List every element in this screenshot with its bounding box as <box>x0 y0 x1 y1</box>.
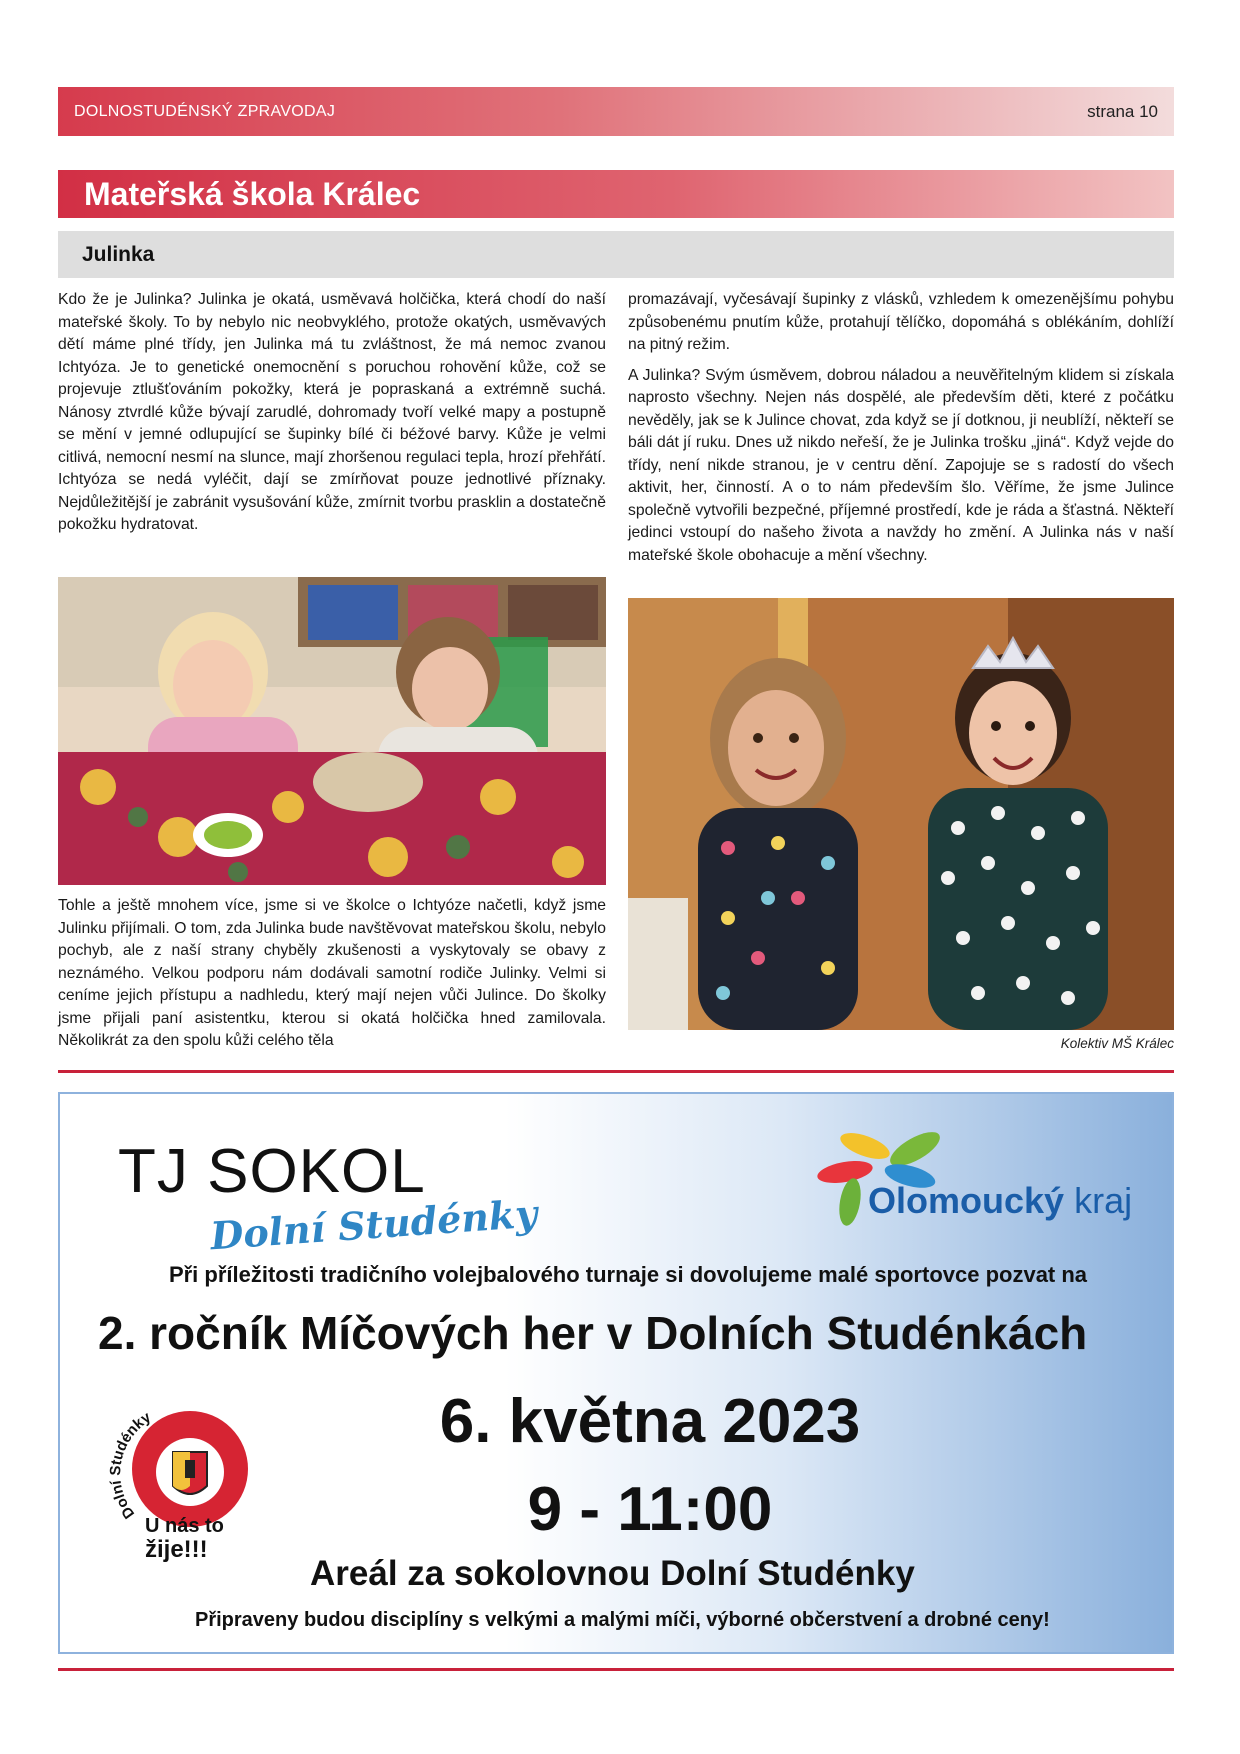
sokol-logo-text: TJ SOKOL <box>118 1137 426 1206</box>
section-title: Mateřská škola Králec <box>84 175 421 212</box>
poster-invitation: Při příležitosti tradičního volejbalového turnaje si dovolujeme malé sportovce pozvat na <box>168 1262 1088 1287</box>
photo-two-girls-image <box>628 598 1174 1030</box>
photo-two-girls <box>628 598 1174 1030</box>
sokol-logo-subtitle: Dolní Studénky <box>208 1190 539 1259</box>
photo-children-painting-image <box>58 577 606 885</box>
slogan-line-1: U nás to <box>145 1515 224 1537</box>
article-paragraph: Tohle a ještě mnohem více, jsme si ve školce o Ichtyóze načetli, když jsme Julinku přijímali. O tom, zda Julinka bude navštěvovat mateřskou školu, nebylo pochyb, ale z naší strany chyběly zkušenosti a vyskytovaly se obavy z neznámého. Velkou podporu nám dodávali samotní rodiče Julinky. Velmi si ceníme jejich přístupu a nadhledu, který mají nejen vůči Julince. Do školky jsme přijali paní asistentku, kterou si okatá holčička hned zamilovala. Několikrát za den spolu kůži celého těla <box>58 897 606 1049</box>
article-right-column <box>628 289 1174 575</box>
article-title: Julinka <box>82 242 155 266</box>
photo-caption: Kolektiv MŠ Králec <box>1060 1036 1174 1051</box>
dolni-studenky-logo-text: Dolní Studénky <box>107 1408 154 1522</box>
poster-date: 6. května 2023 <box>439 1387 861 1456</box>
article-paragraph: Kdo že je Julinka? Julinka je okatá, usměvavá holčička, která chodí do naší mateřské školy. To by nebylo nic neobvyklého, protože okatých, usměvavých dětí máme plné třídy, jen Julinka má tu zvláštnost, že má nemoc zvanou Ichtyóza. Je to genetické onemocnění s poruchou rohovění kůže, což se projevuje ztlušťováním pokožky, která je popraskaná a extrémně suchá. Nánosy ztvrdlé kůže bývají zarudlé, dohromady tvoří velké mapy a postupně se mění v jemné odlupující se šupinky bílé či béžové barvy. Kůže je velmi citlivá, nemocní nesmí na slunce, mají zhoršenou regulaci tepla, hrozí přehřátí. Ichtyóza se nedá vyléčit, dají se zmírňovat pouze jednotlivé příznaky. Nejdůležitější je zabránit vysušování kůže, zmírnit tvorbu prasklin a dostatečně pokožku hydratovat. <box>58 291 606 533</box>
poster-event-title: 2. ročník Míčových her v Dolních Studénkách <box>98 1307 1088 1359</box>
page-number: strana 10 <box>1087 101 1158 121</box>
section-heading-bar <box>58 170 1174 218</box>
kraj-name-light: kraj <box>1074 1180 1133 1221</box>
article-subheading-bar <box>58 231 1174 278</box>
olomoucky-kraj-logo-text <box>868 1180 1132 1222</box>
poster-note: Připraveny budou disciplíny s velkými a malými míči, výborné občerstvení a drobné ceny! <box>195 1609 1050 1631</box>
article-left-column <box>58 289 606 545</box>
newsletter-header <box>58 87 1174 136</box>
event-poster <box>58 1092 1174 1654</box>
article-left-column-continued <box>58 895 606 1061</box>
poster-venue: Areál za sokolovnou Dolní Studénky <box>310 1554 915 1593</box>
article-paragraph: promazávají, vyčesávají šupinky z vlásků, vzhledem k omezenějšímu pohybu způsobenému pnutím kůže, protahují tělíčko, dopomáhá s oblékáním, dohlíží na pitný režim. <box>628 291 1174 353</box>
kraj-name-bold: Olomoucký <box>868 1180 1065 1221</box>
slogan-line-2: žije!!! <box>145 1536 208 1563</box>
photo-children-painting <box>58 577 606 885</box>
divider-bottom <box>58 1668 1174 1671</box>
article-paragraph: A Julinka? Svým úsměvem, dobrou náladou a neuvěřitelným klidem si získala naprosto všechny. Nejen nás dospělé, ale především děti, které z počátku nevěděly, jak se k Julince chovat, zda když se jí dotknou, ji neublíží, někteří se báli dát jí ruku. Dnes už nikdo neřeší, že je Julinka trošku „jiná“. Když vejde do třídy, není nikde stranou, je v centru dění. Zapojuje se s radostí do všech aktivit, her, činností. A o to nám především šlo. Věříme, že jsme Julince společně vytvořili bezpečné, příjemné prostředí, kde je ráda a šťastná. Někteří jedinci vstoupí do našeho života a navždy ho změní. A Julinka nás v naší mateřské škole obohacuje a mění všechny. <box>628 366 1174 564</box>
dolni-studenky-slogan <box>145 1514 224 1562</box>
divider-top <box>58 1070 1174 1073</box>
poster-time: 9 - 11:00 <box>527 1475 773 1544</box>
newsletter-title: DOLNOSTUDÉNSKÝ ZPRAVODAJ <box>74 102 336 120</box>
